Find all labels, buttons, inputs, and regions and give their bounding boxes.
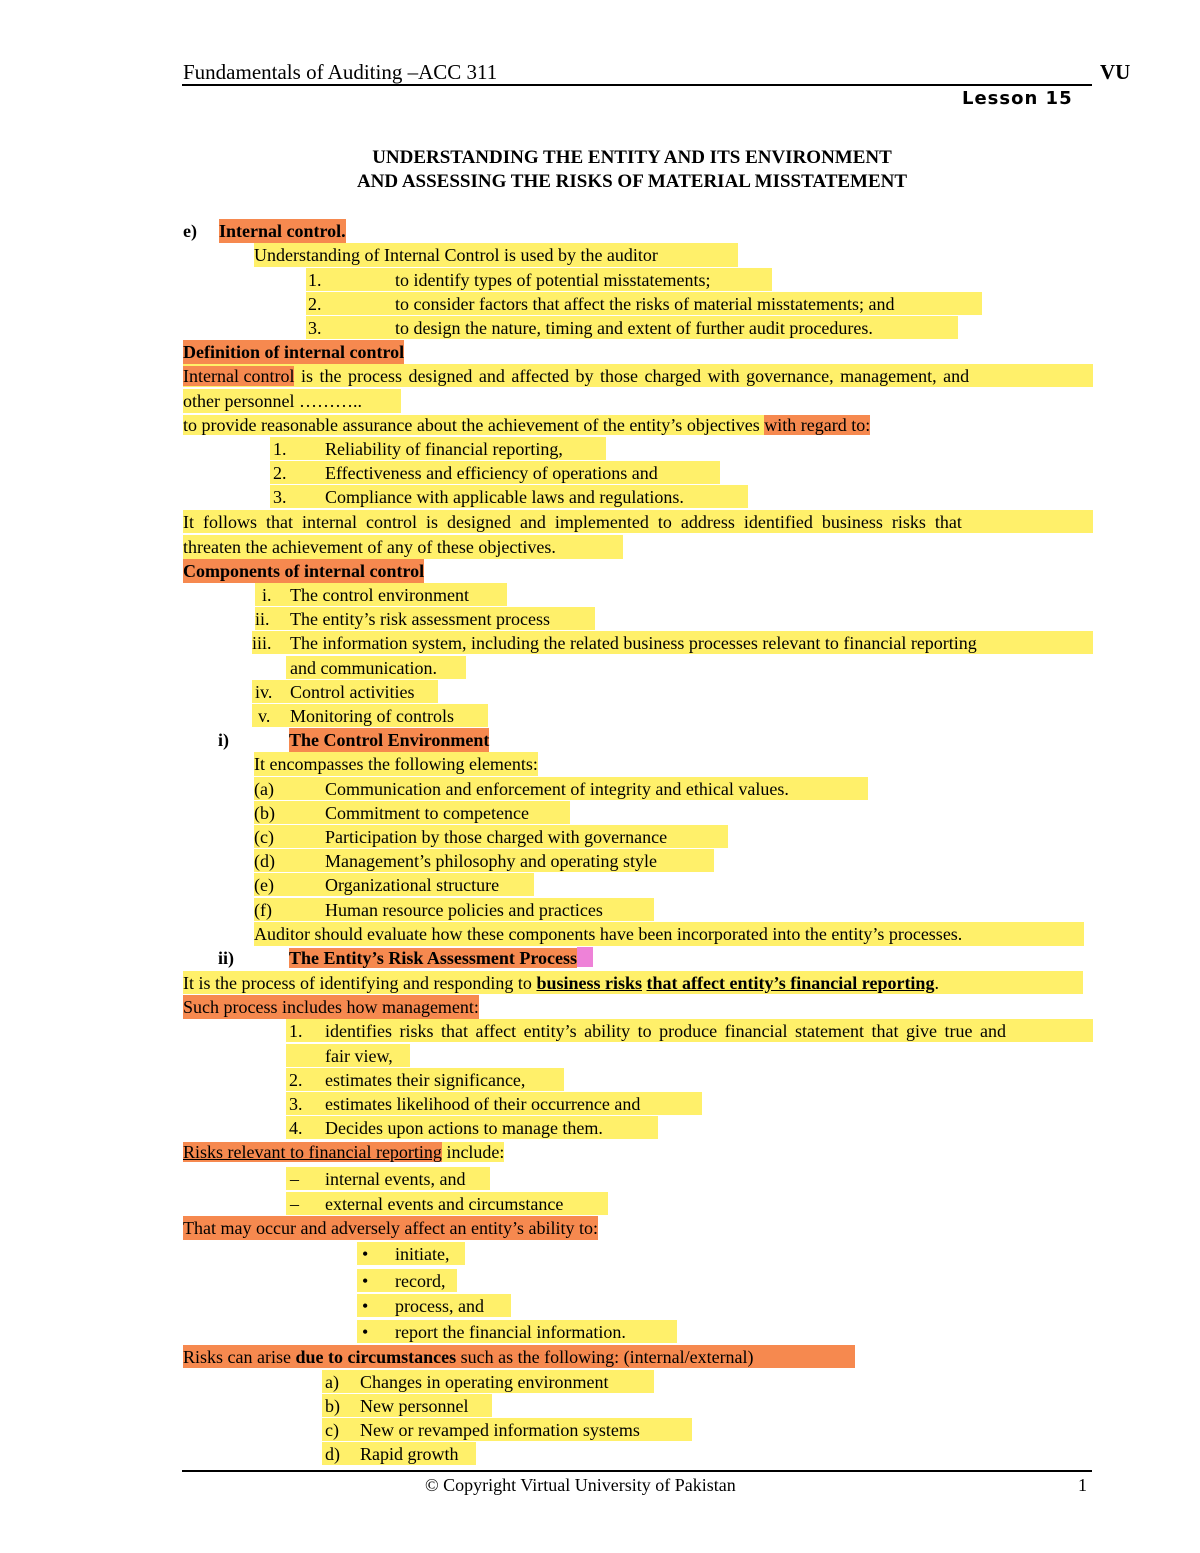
list-item: Compliance with applicable laws and regulations. bbox=[325, 487, 684, 507]
risk-process-marker: ii) bbox=[218, 948, 234, 968]
list-item: external events and circumstance bbox=[325, 1194, 564, 1214]
list-number: (f) bbox=[254, 900, 272, 920]
bullet: • bbox=[362, 1271, 369, 1291]
pink-mark bbox=[577, 947, 593, 967]
list-number: 1. bbox=[289, 1021, 303, 1041]
list-item: report the financial information. bbox=[395, 1322, 626, 1342]
list-number: a) bbox=[325, 1372, 339, 1392]
period-text: . bbox=[934, 973, 939, 993]
definition-term: Internal control bbox=[183, 366, 295, 386]
list-number: (d) bbox=[254, 851, 275, 871]
purpose-text: to provide reasonable assurance about the achievement of the entity’s objectives bbox=[183, 415, 765, 435]
footer-rule bbox=[182, 1470, 1092, 1472]
list-dash: – bbox=[290, 1194, 299, 1214]
list-item: to consider factors that affect the risks of material misstatements; and bbox=[395, 294, 895, 314]
list-number: (a) bbox=[254, 779, 274, 799]
header-course-title: Fundamentals of Auditing –ACC 311 bbox=[183, 60, 498, 84]
definition-purpose bbox=[183, 413, 870, 437]
list-item: identifies risks that affect entity’s ability to produce financial statement that give true and bbox=[325, 1021, 1006, 1041]
relevant-risks-text: include: bbox=[441, 1142, 505, 1162]
list-item: initiate, bbox=[395, 1244, 450, 1264]
list-item: Decides upon actions to manage them. bbox=[325, 1118, 603, 1138]
list-number: 4. bbox=[289, 1118, 303, 1138]
definition-continuation: other personnel ……….. bbox=[183, 389, 401, 413]
list-item: Monitoring of controls bbox=[290, 706, 454, 726]
list-number: b) bbox=[325, 1396, 340, 1416]
risk-process-intro: Such process includes how management: bbox=[183, 997, 479, 1017]
financial-reporting-term: that affect entity’s financial reporting bbox=[646, 973, 935, 993]
risk-process-heading-text: The Entity’s Risk Assessment Process bbox=[289, 948, 578, 968]
page-title-line2: AND ASSESSING THE RISKS OF MATERIAL MISSTATEMENT bbox=[356, 171, 908, 192]
risks-arise-line bbox=[183, 1345, 754, 1369]
list-item: New personnel bbox=[360, 1396, 469, 1416]
list-item: and communication. bbox=[290, 658, 437, 678]
list-number: v. bbox=[258, 706, 271, 726]
definition-text: It is the process of identifying and responding to bbox=[183, 973, 537, 993]
risk-process-definition bbox=[183, 971, 939, 995]
list-number: 1. bbox=[273, 439, 287, 459]
header-rule bbox=[182, 84, 1092, 86]
page-number: 1 bbox=[1078, 1475, 1087, 1495]
footer-copyright: © Copyright Virtual University of Pakistan bbox=[425, 1475, 736, 1495]
follows-paragraph-line1: It follows that internal control is designed and implemented to address identified business risks that bbox=[183, 512, 962, 532]
list-number: i. bbox=[262, 585, 272, 605]
list-number: 3. bbox=[273, 487, 287, 507]
arise-text: Risks can arise bbox=[183, 1347, 296, 1367]
arise-term: due to circumstances bbox=[295, 1347, 457, 1367]
section-e-intro: Understanding of Internal Control is used by the auditor bbox=[254, 243, 738, 267]
list-item: Participation by those charged with governance bbox=[325, 827, 668, 847]
list-number: iv. bbox=[255, 682, 273, 702]
list-number: ii. bbox=[255, 609, 270, 629]
arise-rest: such as the following: (internal/external) bbox=[456, 1347, 754, 1367]
bullet: • bbox=[362, 1244, 369, 1264]
relevant-risks-term: Risks relevant to financial reporting bbox=[183, 1142, 442, 1162]
list-number: (b) bbox=[254, 803, 275, 823]
list-number: c) bbox=[325, 1420, 339, 1440]
page-title-line1: UNDERSTANDING THE ENTITY AND ITS ENVIRONMENT bbox=[372, 147, 892, 168]
section-e-marker: e) bbox=[183, 221, 197, 241]
list-item: estimates their significance, bbox=[325, 1070, 526, 1090]
list-number: 2. bbox=[289, 1070, 303, 1090]
control-env-heading: The Control Environment bbox=[289, 730, 490, 750]
control-env-closing: Auditor should evaluate how these components have been incorporated into the entity’s processes. bbox=[254, 922, 1084, 946]
list-item: The information system, including the related business processes relevant to financial reporting bbox=[290, 633, 977, 653]
lesson-label: Lesson 15 bbox=[962, 88, 1073, 109]
list-item: Rapid growth bbox=[360, 1444, 459, 1464]
list-item: internal events, and bbox=[325, 1169, 466, 1189]
list-item: record, bbox=[395, 1271, 446, 1291]
list-number: 1. bbox=[308, 270, 322, 290]
list-item: The control environment bbox=[290, 585, 469, 605]
bullet: • bbox=[362, 1322, 369, 1342]
definition-text: is the process designed and affected by those charged with governance, management, and bbox=[294, 366, 970, 386]
list-number: 2. bbox=[308, 294, 322, 314]
list-item: fair view, bbox=[325, 1046, 393, 1066]
business-risks-term: business risks bbox=[536, 973, 642, 993]
list-item: Organizational structure bbox=[325, 875, 500, 895]
purpose-highlight: with regard to: bbox=[764, 415, 871, 435]
list-number: (e) bbox=[254, 875, 274, 895]
header-university: VU bbox=[1100, 60, 1131, 84]
list-item: to identify types of potential misstatements; bbox=[395, 270, 711, 290]
components-heading: Components of internal control bbox=[183, 561, 425, 581]
follows-paragraph-line2: threaten the achievement of any of these objectives. bbox=[183, 535, 623, 559]
list-item: Human resource policies and practices bbox=[325, 900, 603, 920]
list-item: process, and bbox=[395, 1296, 484, 1316]
risk-process-heading bbox=[289, 946, 593, 970]
list-item: estimates likelihood of their occurrence and bbox=[325, 1094, 641, 1114]
list-dash: – bbox=[290, 1169, 299, 1189]
definition-heading: Definition of internal control bbox=[183, 342, 405, 362]
list-number: d) bbox=[325, 1444, 340, 1464]
list-item: Commitment to competence bbox=[325, 803, 529, 823]
list-number: 2. bbox=[273, 463, 287, 483]
relevant-risks-line bbox=[183, 1140, 504, 1164]
list-item: Changes in operating environment bbox=[360, 1372, 609, 1392]
list-number: iii. bbox=[252, 633, 272, 653]
list-item: New or revamped information systems bbox=[360, 1420, 640, 1440]
section-e-heading: Internal control. bbox=[219, 221, 346, 241]
list-item: Effectiveness and efficiency of operations and bbox=[325, 463, 658, 483]
list-item: The entity’s risk assessment process bbox=[290, 609, 550, 629]
control-env-marker: i) bbox=[218, 730, 229, 750]
list-number: 3. bbox=[308, 318, 322, 338]
list-item: Management’s philosophy and operating style bbox=[325, 851, 657, 871]
adverse-effect-line: That may occur and adversely affect an entity’s ability to: bbox=[183, 1218, 599, 1238]
list-item: Control activities bbox=[290, 682, 415, 702]
list-number: 3. bbox=[289, 1094, 303, 1114]
list-item: Communication and enforcement of integrity and ethical values. bbox=[325, 779, 789, 799]
list-item: Reliability of financial reporting, bbox=[325, 439, 563, 459]
list-number: (c) bbox=[254, 827, 274, 847]
control-env-intro: It encompasses the following elements: bbox=[254, 754, 538, 774]
definition-paragraph bbox=[183, 364, 969, 388]
list-item: to design the nature, timing and extent of further audit procedures. bbox=[395, 318, 873, 338]
bullet: • bbox=[362, 1296, 369, 1316]
